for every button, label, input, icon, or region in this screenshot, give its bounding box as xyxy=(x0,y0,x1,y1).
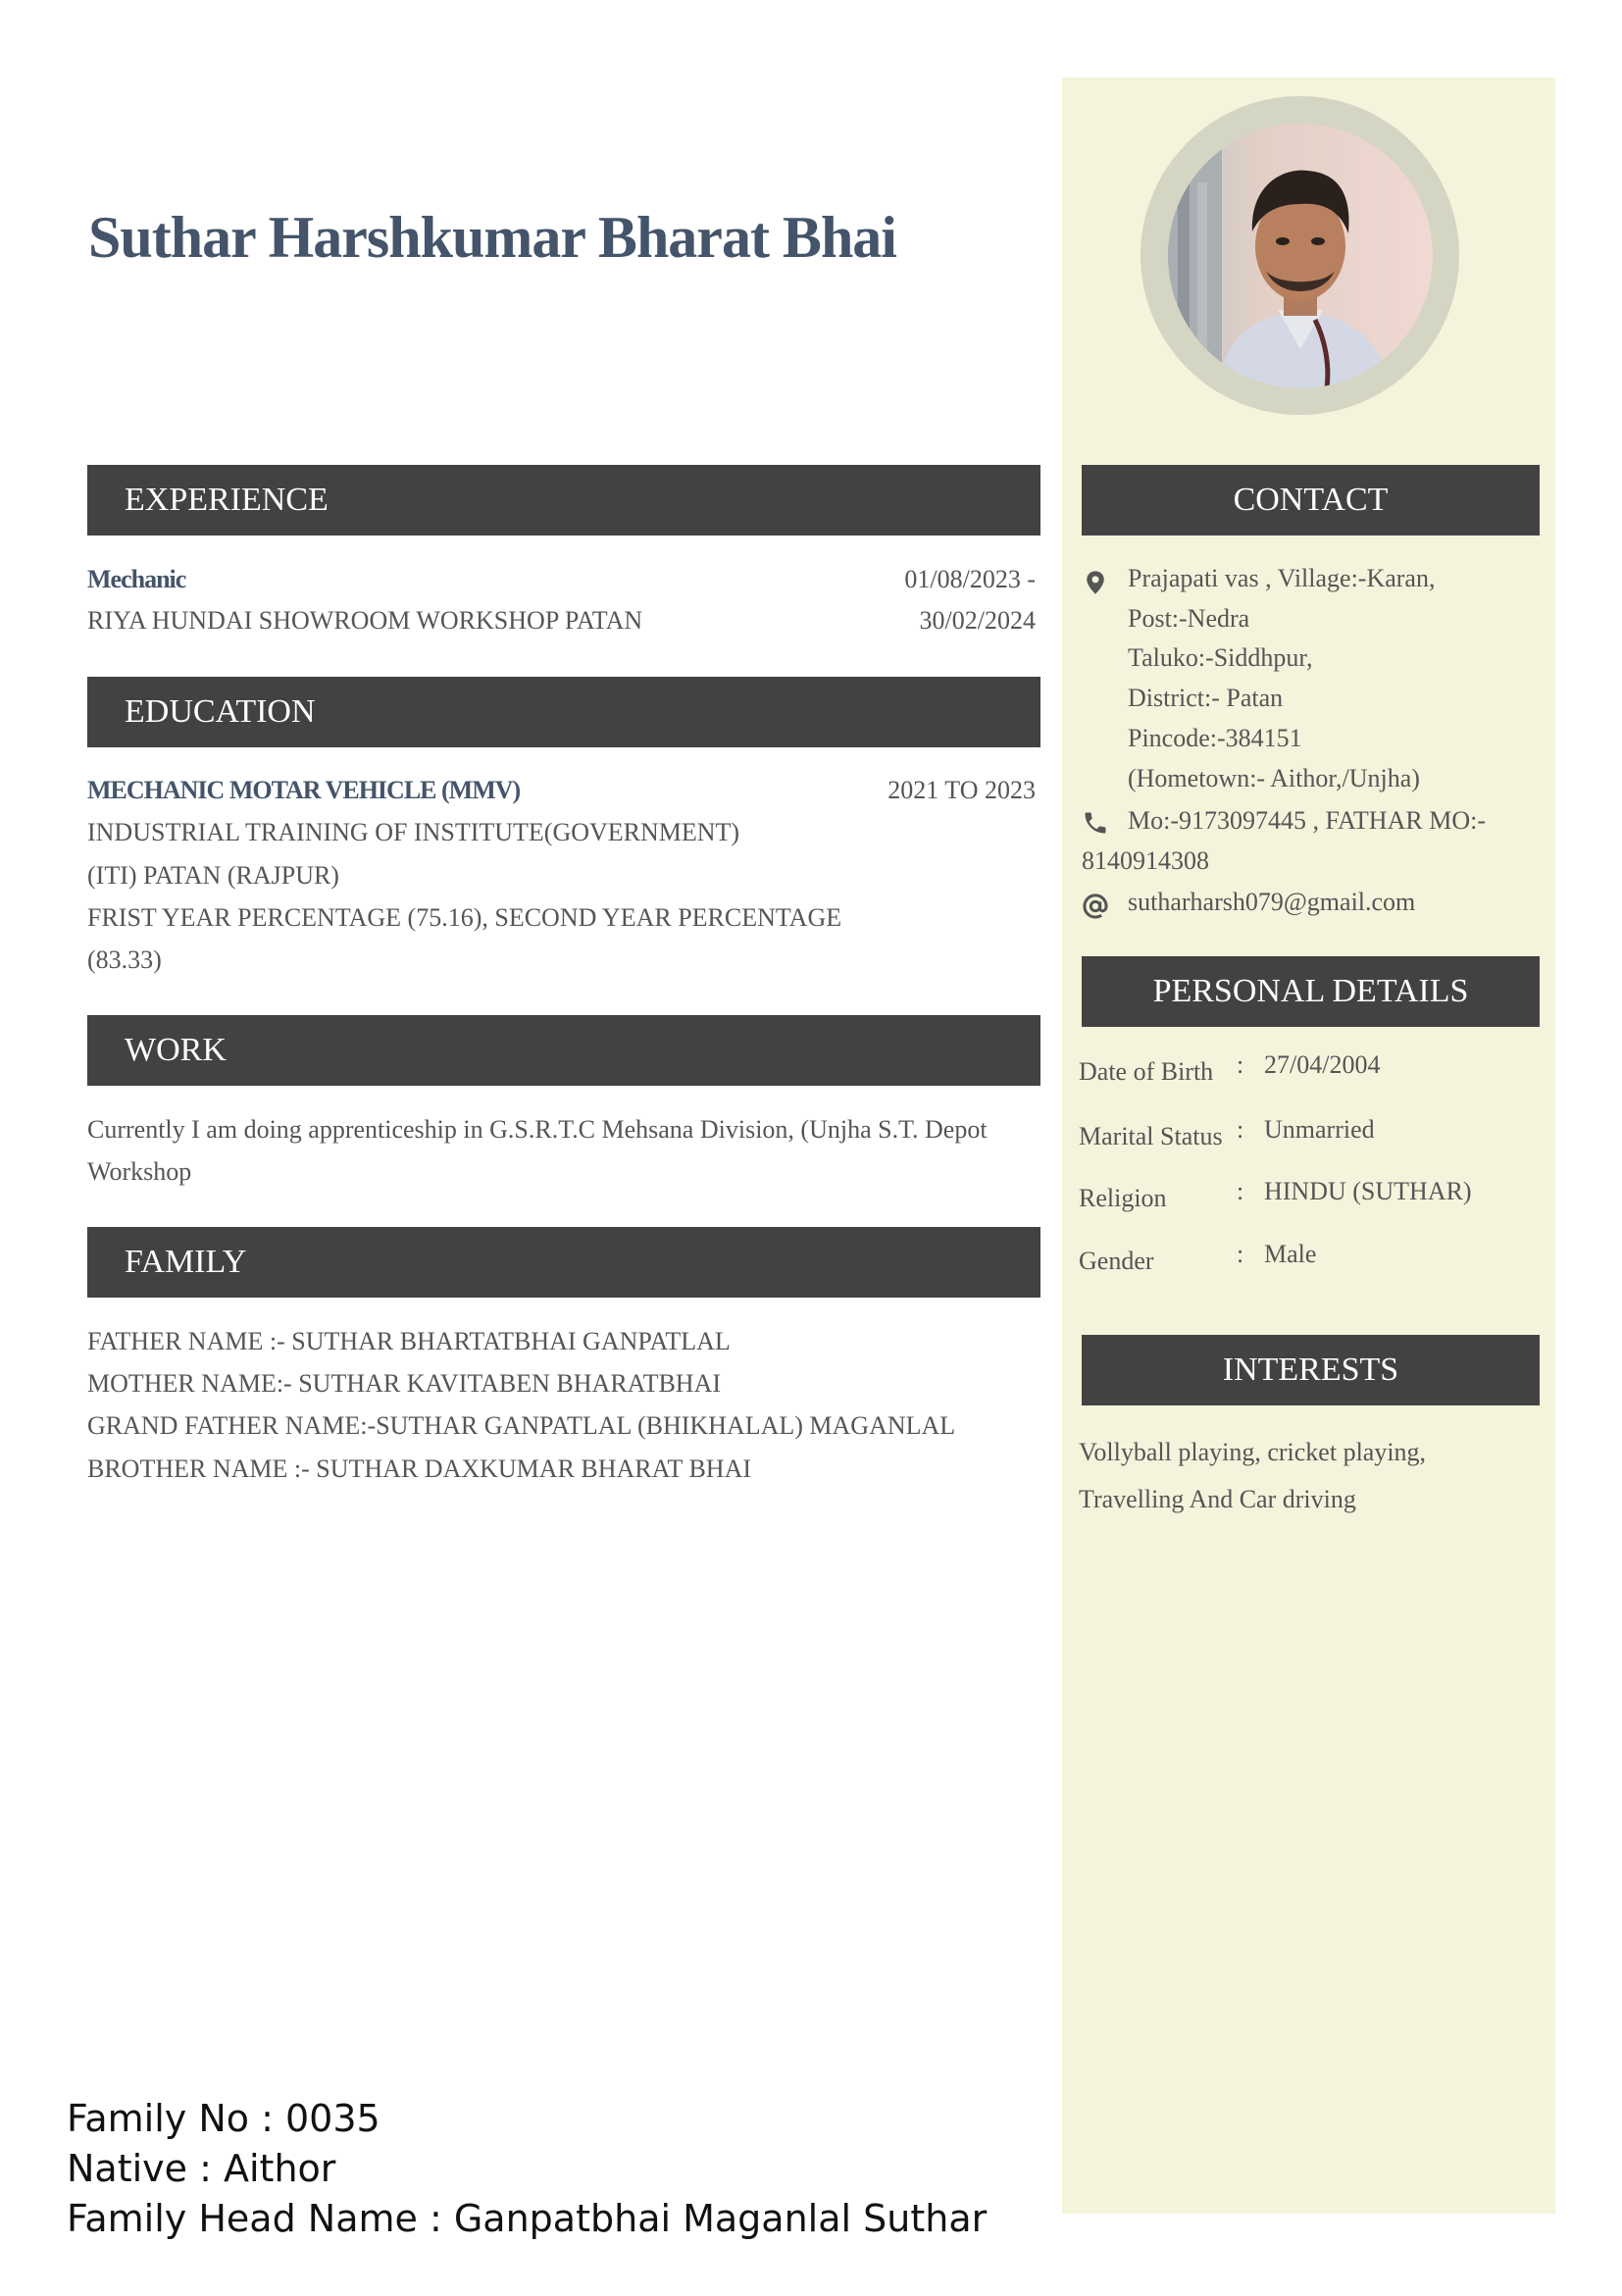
personal-label: Marital Status xyxy=(1079,1122,1223,1150)
footer-family-head: Family Head Name : Ganpatbhai Maganlal Suthar xyxy=(67,2197,988,2240)
work-line: Currently I am doing apprenticeship in G.S.R.T.C Mehsana Division, (Unjha S.T. Depot xyxy=(87,1115,988,1144)
personal-separator: : xyxy=(1237,1050,1244,1079)
experience-date-to: 30/02/2024 xyxy=(919,606,1036,635)
interests-line: Vollyball playing, cricket playing, xyxy=(1079,1438,1427,1466)
contact-phone: Mo:-9173097445 , FATHAR MO:- xyxy=(1128,806,1486,835)
family-line: BROTHER NAME :- SUTHAR DAXKUMAR BHARAT BHAI xyxy=(87,1454,752,1483)
personal-label: Gender xyxy=(1079,1247,1154,1275)
family-line: MOTHER NAME:- SUTHAR KAVITABEN BHARATBHAI xyxy=(87,1369,722,1398)
personal-details-heading: PERSONAL DETAILS xyxy=(1082,956,1540,1027)
education-line: FRIST YEAR PERCENTAGE (75.16), SECOND YEAR PERCENTAGE xyxy=(87,903,842,932)
experience-company: RIYA HUNDAI SHOWROOM WORKSHOP PATAN xyxy=(87,606,643,635)
contact-phone-continued: 8140914308 xyxy=(1082,846,1209,875)
address-line: (Hometown:- Aithor,/Unjha) xyxy=(1128,764,1420,792)
education-years: 2021 TO 2023 xyxy=(887,776,1036,804)
family-line: FATHER NAME :- SUTHAR BHARTATBHAI GANPATLAL xyxy=(87,1327,731,1355)
contact-heading: CONTACT xyxy=(1082,465,1540,536)
footer-family-no: Family No : 0035 xyxy=(67,2097,380,2140)
work-heading: WORK xyxy=(87,1015,1040,1086)
education-line: (ITI) PATAN (RAJPUR) xyxy=(87,861,339,890)
address-line: District:- Patan xyxy=(1128,684,1284,712)
address-line: Taluko:-Siddhpur, xyxy=(1128,643,1313,672)
interests-line: Travelling And Car driving xyxy=(1079,1485,1356,1513)
personal-separator: : xyxy=(1237,1177,1244,1205)
candidate-name: Suthar Harshkumar Bharat Bhai xyxy=(88,205,896,270)
experience-heading: EXPERIENCE xyxy=(87,465,1040,536)
address-line: Post:-Nedra xyxy=(1128,604,1250,633)
personal-label: Date of Birth xyxy=(1079,1057,1214,1086)
education-course: MECHANIC MOTAR VEHICLE (MMV) xyxy=(87,776,521,804)
interests-heading: INTERESTS xyxy=(1082,1335,1540,1405)
education-heading: EDUCATION xyxy=(87,677,1040,747)
family-line: GRAND FATHER NAME:-SUTHAR GANPATLAL (BHIKHALAL) MAGANLAL xyxy=(87,1411,956,1440)
family-heading: FAMILY xyxy=(87,1227,1040,1298)
address-line: Prajapati vas , Village:-Karan, xyxy=(1128,564,1436,592)
phone-icon xyxy=(1082,809,1109,837)
profile-photo xyxy=(1168,124,1433,388)
at-sign-icon xyxy=(1082,893,1109,920)
footer-native: Native : Aithor xyxy=(67,2147,336,2190)
personal-separator: : xyxy=(1237,1240,1244,1268)
education-line: INDUSTRIAL TRAINING OF INSTITUTE(GOVERNMENT) xyxy=(87,818,740,846)
work-line: Workshop xyxy=(87,1157,192,1186)
experience-date-from: 01/08/2023 - xyxy=(904,565,1036,593)
location-pin-icon xyxy=(1082,569,1109,596)
personal-value: 27/04/2004 xyxy=(1264,1050,1381,1079)
personal-value: Male xyxy=(1264,1240,1317,1268)
personal-separator: : xyxy=(1237,1115,1244,1144)
education-line: (83.33) xyxy=(87,945,162,974)
contact-email[interactable]: sutharharsh079@gmail.com xyxy=(1128,888,1416,916)
personal-value: HINDU (SUTHAR) xyxy=(1264,1177,1472,1205)
personal-label: Religion xyxy=(1079,1184,1167,1212)
personal-value: Unmarried xyxy=(1264,1115,1375,1144)
address-line: Pincode:-384151 xyxy=(1128,724,1302,752)
experience-role: Mechanic xyxy=(87,565,186,593)
